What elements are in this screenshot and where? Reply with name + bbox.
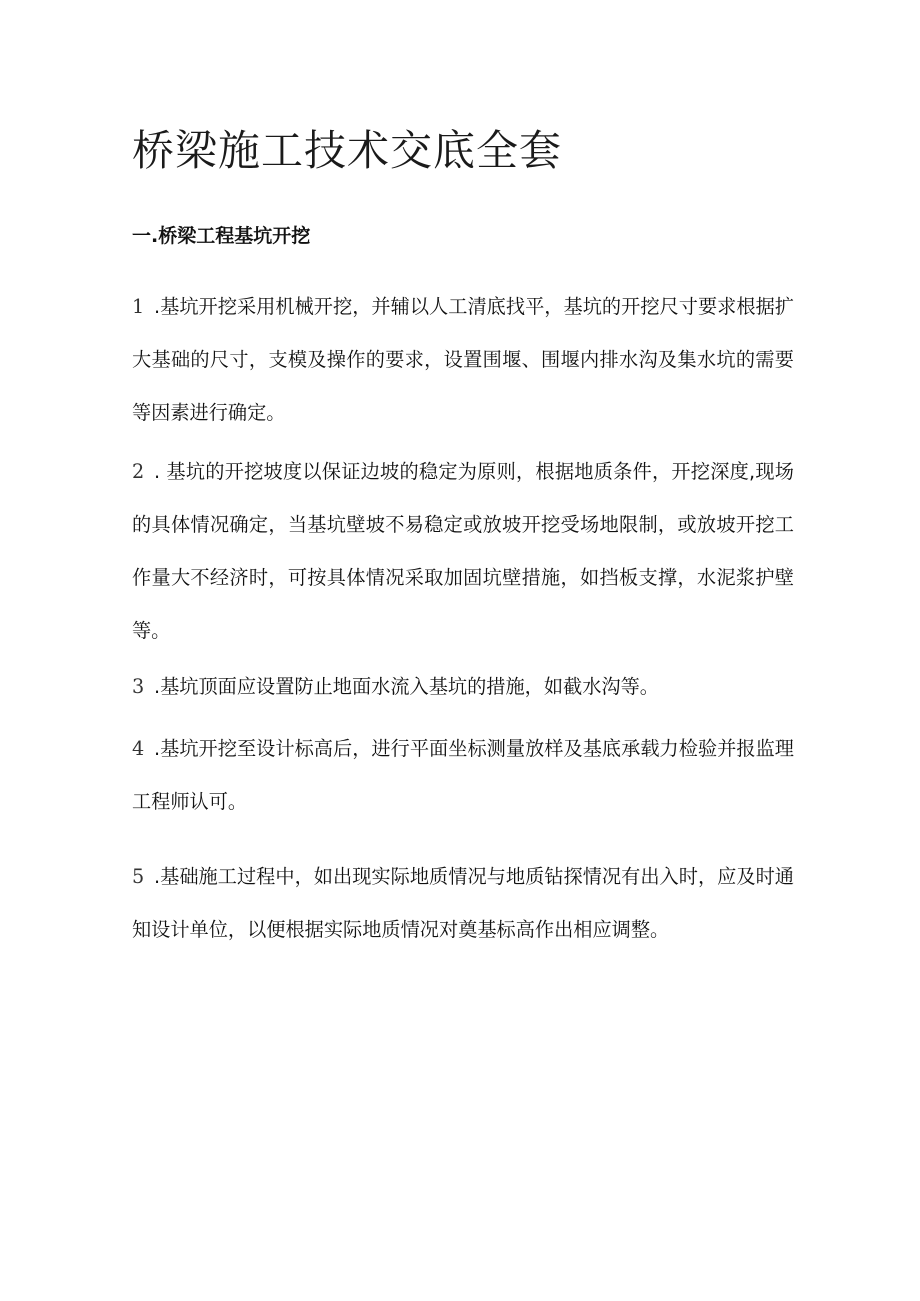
item-text: .基坑开挖采用机械开挖，并辅以人工清底找平，基坑的开挖尺寸要求根据扩大基础的尺寸，支模及操作的要求，设置围堰、围堰内排水沟及集水坑的需要等因素进行确定。 bbox=[132, 295, 794, 424]
item-number: 3 bbox=[132, 675, 145, 698]
paragraph-item-1 bbox=[132, 280, 794, 439]
paragraph-item-4 bbox=[132, 722, 794, 828]
item-text: . 基坑的开挖坡度以保证边坡的稳定为原则，根据地质条件，开挖深度,现场的具体情况确定，当基坑壁坡不易稳定或放坡开挖受场地限制，或放坡开挖工作量大不经济时，可按具体情况采取加固坑壁措施，如挡板支撑，水泥浆护壁等。 bbox=[132, 460, 794, 642]
item-number: 2 bbox=[132, 460, 145, 483]
item-number: 1 bbox=[132, 295, 145, 318]
paragraph-item-2 bbox=[132, 445, 794, 657]
item-text: .基坑开挖至设计标高后，进行平面坐标测量放样及基底承载力检验并报监理工程师认可。 bbox=[132, 737, 794, 813]
item-number: 5 bbox=[132, 865, 145, 888]
section-heading: 一.桥梁工程基坑开挖 bbox=[132, 225, 311, 247]
item-text: .基础施工过程中，如出现实际地质情况与地质钻探情况有出入时，应及时通知设计单位，以便根据实际地质情况对奠基标高作出相应调整。 bbox=[132, 865, 794, 941]
paragraph-item-3 bbox=[132, 660, 794, 713]
item-text: .基坑顶面应设置防止地面水流入基坑的措施，如截水沟等。 bbox=[154, 675, 659, 698]
paragraph-item-5 bbox=[132, 850, 794, 956]
item-number: 4 bbox=[132, 737, 145, 760]
document-title: 桥梁施工技术交底全套 bbox=[132, 126, 563, 175]
